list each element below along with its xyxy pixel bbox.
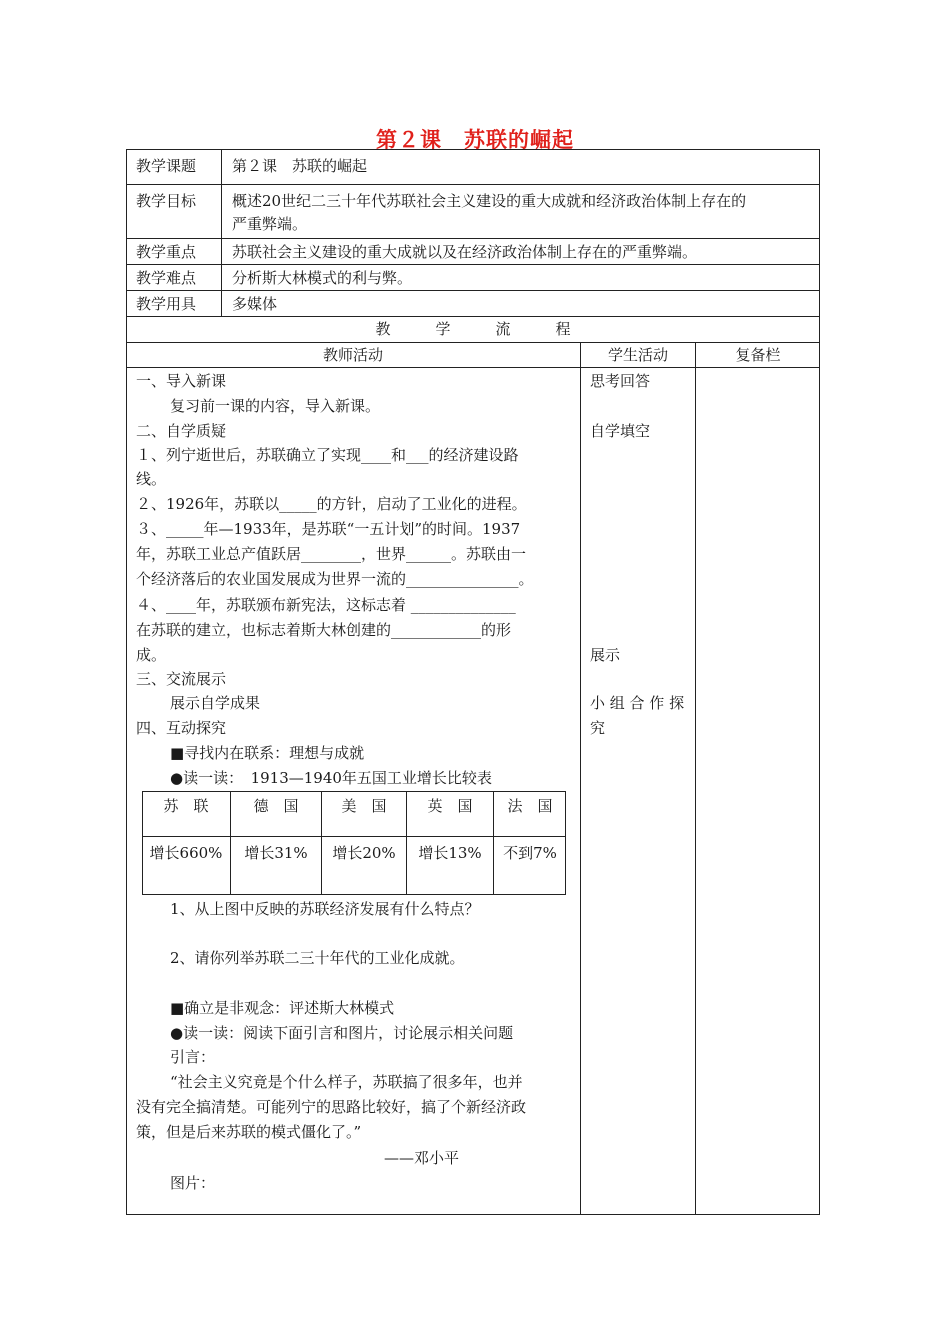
bullet-inner-link: ■寻找内在联系：理想与成就 xyxy=(170,744,365,762)
lesson-plan-table xyxy=(126,149,820,1215)
student-activity-2: 自学填空 xyxy=(590,422,651,440)
row-divider xyxy=(126,342,820,343)
question-3-line2: 年，苏联工业总产值跃居________，世界______。苏联由一 xyxy=(136,545,527,563)
column-divider xyxy=(695,342,696,1215)
teacher-column-header: 教师活动 xyxy=(322,346,383,364)
tools-label: 教学用具 xyxy=(136,295,197,313)
row-divider xyxy=(126,367,820,368)
difficult-value: 分析斯大林模式的利与弊。 xyxy=(232,269,413,287)
row-divider xyxy=(126,184,820,185)
discussion-question-2: 2、请你列举苏联二三十年代的工业化成就。 xyxy=(170,949,465,967)
question-1-line1: １、列宁逝世后，苏联确立了实现____和___的经济建设路 xyxy=(136,446,519,464)
country-usa: 美 国 xyxy=(341,797,387,815)
goal-value-line1: 概述20世纪二三十年代苏联社会主义建设的重大成就和经济政治体制上存在的 xyxy=(232,192,747,210)
question-4-line1: ４、____年，苏联颁布新宪法，这标志着 ______________ xyxy=(136,596,516,614)
key-value: 苏联社会主义建设的重大成就以及在经济政治体制上存在的严重弊端。 xyxy=(232,243,698,261)
quote-line3: 策，但是后来苏联的模式僵化了。” xyxy=(136,1123,362,1141)
subject-label: 教学课题 xyxy=(136,157,197,175)
growth-ussr: 增长660% xyxy=(149,844,223,862)
section-3-title: 三、交流展示 xyxy=(136,670,227,688)
flow-header: 教 学 流 程 xyxy=(375,320,571,338)
section-4-title: 四、互动探究 xyxy=(136,719,227,737)
question-1-line2: 线。 xyxy=(136,470,167,488)
country-uk: 英 国 xyxy=(427,797,473,815)
difficult-label: 教学难点 xyxy=(136,269,197,287)
country-france: 法 国 xyxy=(507,797,553,815)
read-growth-table: ●读一读： 1913—1940年五国工业增长比较表 xyxy=(170,769,492,787)
student-column-header: 学生活动 xyxy=(607,346,668,364)
quote-label: 引言： xyxy=(170,1048,216,1066)
row-divider xyxy=(126,290,820,291)
row-divider xyxy=(126,264,820,265)
goal-value-line2: 严重弊端。 xyxy=(232,215,308,233)
growth-uk: 增长13% xyxy=(418,844,482,862)
subject-value: 第２课 苏联的崛起 xyxy=(232,157,368,175)
quote-author: ——邓小平 xyxy=(384,1149,460,1167)
column-divider xyxy=(580,342,581,1215)
review-column-header: 复备栏 xyxy=(735,346,781,364)
student-activity-1: 思考回答 xyxy=(590,372,651,390)
section-1-title: 一、导入新课 xyxy=(136,372,227,390)
section-2-title: 二、自学质疑 xyxy=(136,422,227,440)
question-2: ２、1926年，苏联以_____的方针，启动了工业化的进程。 xyxy=(136,495,527,513)
student-activity-4-line1: 小 组 合 作 探 xyxy=(590,694,685,712)
quote-line1: “社会主义究竟是个什么样子，苏联搞了很多年，也并 xyxy=(170,1073,523,1091)
question-4-line3: 成。 xyxy=(136,646,167,664)
question-4-line2: 在苏联的建立，也标志着斯大林创建的____________的形 xyxy=(136,621,512,639)
column-divider xyxy=(221,149,222,317)
growth-usa: 增长20% xyxy=(332,844,396,862)
read-quote-instruction: ●读一读：阅读下面引言和图片，讨论展示相关问题 xyxy=(170,1024,514,1042)
picture-label: 图片： xyxy=(170,1174,216,1192)
page-title: 第２课 苏联的崛起 xyxy=(376,127,574,152)
student-activity-4-line2: 究 xyxy=(590,719,606,737)
country-ussr: 苏 联 xyxy=(163,797,209,815)
question-3-line3: 个经济落后的农业国发展成为世界一流的_______________。 xyxy=(136,570,534,588)
bullet-stalin-model: ■确立是非观念：评述斯大林模式 xyxy=(170,999,395,1017)
tools-value: 多媒体 xyxy=(232,295,278,313)
growth-germany: 增长31% xyxy=(244,844,308,862)
row-divider xyxy=(126,316,820,317)
question-3-line1: ３、_____年—1933年，是苏联“一五计划”的时间。1937 xyxy=(136,520,521,538)
student-activity-3: 展示 xyxy=(590,646,621,664)
section-3-body: 展示自学成果 xyxy=(170,694,261,712)
row-divider xyxy=(126,238,820,239)
goal-label: 教学目标 xyxy=(136,192,197,210)
section-1-body: 复习前一课的内容，导入新课。 xyxy=(170,397,381,415)
growth-france: 不到7% xyxy=(503,844,557,862)
discussion-question-1: 1、从上图中反映的苏联经济发展有什么特点？ xyxy=(170,900,480,918)
country-germany: 德 国 xyxy=(253,797,299,815)
key-label: 教学重点 xyxy=(136,243,197,261)
growth-table-row-divider xyxy=(142,836,566,837)
quote-line2: 没有完全搞清楚。可能列宁的思路比较好，搞了个新经济政 xyxy=(136,1098,527,1116)
